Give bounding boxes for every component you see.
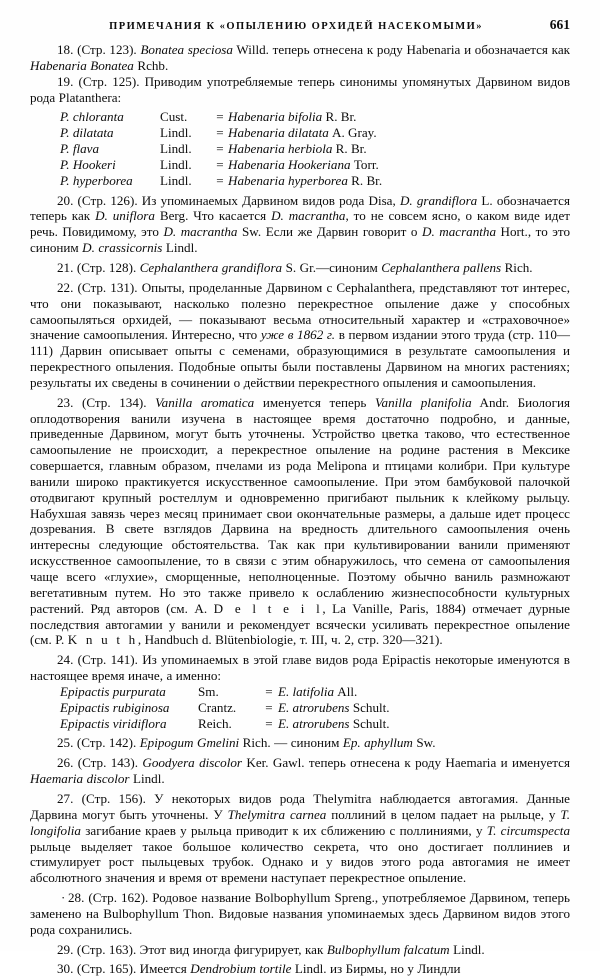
synonym-author: Lindl.	[160, 141, 192, 157]
note-30	[30, 961, 570, 977]
note-19-seg1: 19. (Стр. 125). Приводим употребляемые теперь синонимы упомянутых Дарвином видов рода Platanthera:	[30, 73, 570, 105]
note-20-seg5: Sw. Если же Дарвин говорит о	[237, 224, 422, 240]
running-head	[30, 17, 570, 35]
synonym-row	[60, 109, 570, 125]
page-body	[30, 42, 570, 977]
note-23-seg2: именуется теперь	[254, 394, 375, 410]
synonym-accepted-name: Habenaria bifolia	[228, 109, 323, 125]
synonym-row	[60, 141, 570, 157]
note-21-seg2: S. Gr.—синоним	[282, 259, 382, 275]
note-20-taxon1: D. grandiflora	[399, 192, 478, 208]
note-22	[30, 280, 570, 391]
note-20-taxon5: D. macrantha	[422, 224, 497, 240]
note-23-seg4: , La Vanille, Paris, 1884) отмечает дурные последствия автогамии у ванили и рекомендует всячески усиливать перекрестное опыление (см. P.	[30, 600, 570, 648]
synonym-name: Epipactis rubiginosa	[60, 699, 170, 715]
equals-sign: =	[216, 109, 224, 125]
synonym-accepted-name: E. atrorubens	[278, 699, 350, 715]
note-26-seg1: 26. (Стр. 143).	[57, 755, 143, 771]
synonym-author: Crantz.	[198, 699, 237, 715]
note-27-taxon1: Thelymitra carnea	[227, 806, 327, 822]
note-23-seg5: , Handbuch d. Blütenbiologie, т. III, ч. 2, стр. 320—321).	[137, 632, 443, 648]
running-head-title: ПРИМЕЧАНИЯ К «ОПЫЛЕНИЮ ОРХИДЕЙ НАСЕКОМЫМИ»	[109, 21, 483, 32]
note-26-seg3: Lindl.	[129, 771, 165, 787]
note-30-taxon1: Dendrobium tortile	[190, 961, 292, 977]
equals-sign: =	[265, 715, 273, 731]
note-28	[30, 890, 570, 938]
note-21	[30, 260, 570, 276]
note-25-seg1: 25. (Стр. 142).	[57, 735, 140, 751]
synonym-accepted-name: Habenaria herbiola	[228, 141, 333, 157]
equals-sign: =	[265, 683, 273, 699]
synonym-accepted-author: All.	[337, 683, 358, 699]
equals-sign: =	[216, 141, 224, 157]
note-28-wrapper	[30, 890, 570, 938]
synonym-accepted-name: E. latifolia	[278, 683, 335, 699]
note-24-seg1: 24. (Стр. 141). Из упоминаемых в этой главе видов рода Epipactis некоторые именуются в настоящее время иначе, а именно:	[30, 652, 570, 684]
note-20-taxon6: D. crassicornis	[82, 240, 163, 256]
note-18-seg1: 18. (Стр. 123).	[57, 42, 141, 57]
note-20-seg3: Berg. Что касается	[154, 208, 272, 224]
platanthera-synonym-list	[30, 109, 570, 188]
synonym-author: Sm.	[198, 683, 219, 699]
note-26-taxon2: Haemaria discolor	[30, 771, 130, 787]
note-20-taxon3: D. macrantha	[271, 208, 346, 224]
note-25-taxon2: Ep. aphyllum	[342, 735, 413, 751]
note-25-taxon1: Epipogum Gmelini	[139, 735, 240, 751]
synonym-accepted-author: Schult.	[352, 699, 390, 715]
note-26-taxon1: Goodyera discolor	[142, 755, 243, 771]
note-22-emph1: уже в 1862 г.	[260, 327, 336, 343]
note-18-taxon1: Bonatea speciosa	[140, 42, 233, 57]
synonym-name: P. Hookeri	[60, 156, 116, 172]
synonym-accepted-author: Torr.	[353, 156, 379, 172]
note-29-taxon1: Bulbophyllum falcatum	[326, 941, 450, 957]
synonym-name: Epipactis purpurata	[60, 683, 166, 699]
synonym-row	[60, 700, 570, 716]
note-30-seg2: Lindl. из Бирмы, но у Линдли	[291, 961, 461, 977]
note-27-seg1: 27. (Стр. 156). У некоторых видов рода Thelymitra наблюдается автогамия. Данные Дарвина могут быть уточнены. У	[30, 790, 570, 822]
equals-sign: =	[216, 156, 224, 172]
synonym-row	[60, 125, 570, 141]
synonym-accepted-name: Habenaria dilatata	[228, 125, 329, 141]
note-29-seg2: Lindl.	[449, 941, 485, 957]
synonym-row	[60, 716, 570, 732]
epipactis-synonym-list	[30, 684, 570, 732]
synonym-accepted-author: R. Br.	[325, 109, 357, 125]
synonym-name: Epipactis viridiflora	[60, 715, 167, 731]
note-25	[30, 735, 570, 751]
note-21-taxon1: Cephalanthera grandiflora	[139, 259, 283, 275]
synonym-name: P. chloranta	[60, 109, 124, 125]
note-23	[30, 395, 570, 649]
note-19	[30, 74, 570, 106]
margin-dot-artifact: ·	[61, 890, 66, 906]
synonym-row	[60, 157, 570, 173]
note-20-taxon4: D. macrantha	[163, 224, 238, 240]
note-18-taxon2: Habenaria Bonatea	[30, 57, 134, 73]
note-18	[30, 42, 570, 74]
note-22-seg1: 22. (Стр. 131). Опыты, проделанные Дарвином с Cephalanthera, представляют тот интерес, что они показывают, насколько полезно перекрестное опыление даже у способных самоопыляться орхидей, — показывают весьма относительный характер и «страховочное» значение самоопыления. Интересно, что	[30, 279, 570, 343]
note-20-seg4: , то не совсем ясно, о каком виде идет речь. Повидимому, это	[30, 208, 570, 240]
note-30-seg1: 30. (Стр. 165). Имеется	[57, 961, 191, 977]
note-23-taxon2: Vanilla planifolia	[374, 394, 472, 410]
synonym-author: Lindl.	[160, 156, 192, 172]
synonym-author: Lindl.	[160, 172, 192, 188]
note-27-seg4: рыльце выделяет такое большое количество секрета, что оно достигает поллиниев и стимулирует рост пыльцевых трубок. Однако и у видов этого рода автогамия не имеет абсолютного значения и время от времени наступает перекрестное опыление.	[30, 838, 570, 886]
synonym-row	[60, 684, 570, 700]
synonym-accepted-name: Habenaria hyperborea	[228, 172, 348, 188]
synonym-accepted-author: Schult.	[352, 715, 390, 731]
note-28-seg1: 28. (Стр. 162). Родовое название Bolbophyllum Spreng., употребляемое Дарвином, теперь заменено на Bulbophyllum Thon. Видовые названия упоминаемых здесь Дарвином видов этого рода сохранились.	[30, 890, 570, 937]
note-27-taxon3: T. circumspecta	[486, 822, 570, 838]
note-27-seg3: загибание краев у рыльца приводит к их сближению с поллиниями, у	[80, 822, 487, 838]
note-22-seg2: в первом издании этого труда (стр. 110—111) Дарвин описывает опыты с семенами, образующимися в результате самоопыления и перекрестного опыления. Подобные опыты были поставлены Дарвином на многих растениях; результаты их сведены в сочинении о действии перекрестного опыления и самоопыления.	[30, 327, 570, 390]
synonym-author: Reich.	[198, 715, 232, 731]
note-20-seg1: 20. (Стр. 126). Из упоминаемых Дарвином видов рода Disa,	[57, 192, 400, 208]
synonym-author: Lindl.	[160, 125, 192, 141]
note-23-taxon1: Vanilla aromatica	[155, 394, 255, 410]
synonym-accepted-author: R. Br.	[335, 141, 367, 157]
note-25-seg2: Rich. — синоним	[239, 735, 343, 751]
synonym-accepted-author: R. Br.	[351, 172, 383, 188]
note-29-seg1: 29. (Стр. 163). Этот вид иногда фигурирует, как	[57, 941, 327, 957]
note-20-seg7: Lindl.	[162, 240, 198, 256]
note-21-taxon2: Cephalanthera pallens	[381, 259, 502, 275]
synonym-accepted-author: A. Gray.	[332, 125, 377, 141]
note-23-author-knuth: K n u t h	[67, 632, 138, 648]
note-24	[30, 652, 570, 684]
synonym-accepted-name: Habenaria Hookeriana	[228, 156, 351, 172]
note-23-seg3: Andr. Биология оплодотворения ванили изучена в настоящее время достаточно подробно, и данные, приведенные Дарвином, могут быть уточнены. Устройство цветка таково, что естественное самоопыление не происходит, а перекрестное опыление на родине растения в Мексике совершается, главным образом, пчелами из рода Melipona и птицами колибри. При культуре ванили широко практикуется искусственное самоопыление. При этом бамбуковой палочкой отодвигают крупный ростеллум и одновременно пригибают пыльник к клейкому рыльцу. Набухшая завязь через месяц принимает свои окончательные размеры, а дальше идет процесс дозревания. В свете взглядов Дарвина на вредность длительного самоопыления очень интересны следующие обстоятельства. Так как при культивировании ванили применяют искусственное самоопыление, то в связи с этим обнаружилось, что семена от самоопыления чаще всего «глухие», сморщенные, неполноценные. Поэтому обычно ваниль размножают вегетативным путем. Но это также привело к ослаблению жизнеспособности культурных растений. Ряд авторов (см. A.	[30, 394, 571, 616]
note-21-seg3: Rich.	[501, 259, 533, 275]
note-18-seg2: Willd. теперь отнесена к роду Habenaria и обозначается как	[232, 42, 570, 57]
note-18-seg3: Rchb.	[133, 57, 169, 73]
synonym-accepted-name: E. atrorubens	[278, 715, 350, 731]
note-26-seg2: Ker. Gawl. теперь отнесена к роду Haemaria и именуется	[242, 755, 571, 771]
note-27-seg2: поллиний в целом падает на рыльце, у	[326, 806, 561, 822]
note-26	[30, 755, 570, 787]
equals-sign: =	[216, 172, 224, 188]
note-25-seg3: Sw.	[412, 735, 436, 751]
note-20-seg6: Hort., то это синоним	[30, 224, 570, 256]
note-23-seg1: 23. (Стр. 134).	[57, 394, 156, 410]
synonym-author: Cust.	[160, 109, 188, 125]
note-29	[30, 942, 570, 958]
note-27-taxon2: T. longifolia	[30, 806, 570, 838]
note-20-seg2: L. обозначается теперь как	[30, 192, 570, 224]
note-23-author-delteil: D e l t e i l	[213, 600, 323, 616]
equals-sign: =	[216, 125, 224, 141]
synonym-name: P. hyperborea	[60, 172, 133, 188]
note-21-seg1: 21. (Стр. 128).	[57, 259, 140, 275]
equals-sign: =	[265, 699, 273, 715]
note-27	[30, 791, 570, 886]
note-20	[30, 193, 570, 256]
synonym-row	[60, 173, 570, 189]
synonym-name: P. dilatata	[60, 125, 114, 141]
note-20-taxon2: D. uniflora	[95, 208, 155, 224]
page-number: 661	[549, 17, 570, 32]
synonym-name: P. flava	[60, 141, 100, 157]
